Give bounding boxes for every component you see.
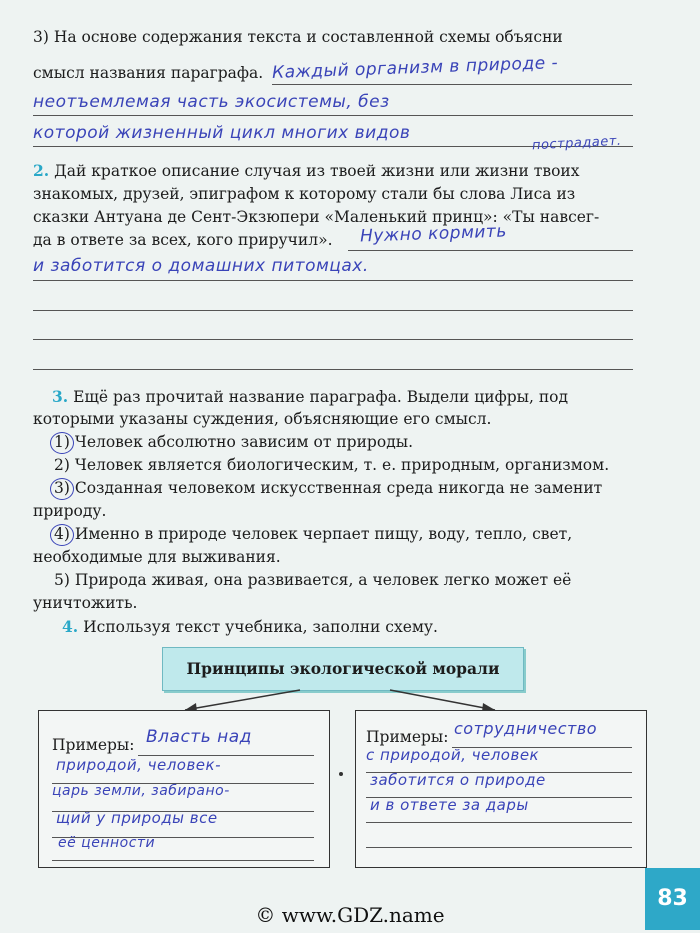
statement-1: 1) Человек абсолютно зависим от природы. bbox=[54, 433, 413, 451]
task2-answer-line-1: Нужно кормить bbox=[359, 221, 508, 247]
left-answer-line-1: Власть над bbox=[146, 727, 252, 747]
statement-2: 2) Человек является биологическим, т. е. природным, организмом. bbox=[54, 456, 610, 474]
right-answer-line-4: и в ответе за дары bbox=[370, 796, 529, 814]
task2-line-2: знакомых, друзей, эпиграфом к которому стали бы слова Лиса из bbox=[33, 185, 576, 203]
task2-line-1: 2. Дай краткое описание случая из твоей жизни или жизни твоих bbox=[33, 161, 580, 180]
task2-line-4: да в ответе за всех, кого приручил». bbox=[33, 231, 333, 249]
statement-5: 5) Природа живая, она развивается, а человек легко может её bbox=[54, 571, 572, 589]
right-answer-line-2: с природой, человек bbox=[366, 746, 540, 764]
left-examples-label: Примеры: bbox=[52, 736, 135, 754]
left-answer-line-5: её ценности bbox=[58, 835, 156, 851]
statement-5-cont: уничтожить. bbox=[33, 594, 138, 612]
right-answer-line-3: заботится о природе bbox=[370, 771, 546, 789]
left-answer-line-2: природой, человек- bbox=[56, 756, 222, 774]
page-number: 83 bbox=[645, 868, 700, 930]
left-answer-line-3: царь земли, забирано- bbox=[52, 783, 230, 799]
scheme-header: Принципы экологической морали bbox=[162, 647, 524, 691]
right-answer-line-1: сотрудничество bbox=[454, 719, 598, 738]
statement-4: 4) Именно в природе человек черпает пищу, воду, тепло, свет, bbox=[54, 525, 573, 543]
statement-4-cont: необходимые для выживания. bbox=[33, 548, 281, 566]
prev-answer-line-3: которой жизненный цикл многих видов bbox=[33, 123, 411, 143]
task2-line-3: сказки Антуана де Сент-Экзюпери «Маленький принц»: «Ты навсег- bbox=[33, 208, 600, 226]
task4-line: 4. Используя текст учебника, заполни схему. bbox=[62, 617, 438, 636]
left-answer-line-4: щий у природы все bbox=[56, 809, 218, 827]
statement-3: 3) Созданная человеком искусственная среда никогда не заменит bbox=[54, 479, 603, 497]
task3-line-2: которыми указаны суждения, объясняющие его смысл. bbox=[33, 410, 492, 428]
prev-answer-line-4: пострадает. bbox=[531, 133, 622, 154]
prev-answer-line-2: неотъемлемая часть экосистемы, без bbox=[33, 92, 390, 112]
footer-watermark: © www.GDZ.name bbox=[255, 903, 445, 927]
task2-number: 2. bbox=[33, 161, 50, 180]
task3-number: 3. bbox=[52, 387, 69, 406]
prev-answer-line-1: Каждый организм в природе - bbox=[271, 53, 559, 83]
task3-line-1: 3. Ещё раз прочитай название параграфа. Выдели цифры, под bbox=[52, 387, 569, 406]
task4-number: 4. bbox=[62, 617, 79, 636]
statement-3-cont: природу. bbox=[33, 502, 107, 520]
prev-task-line-1: 3) На основе содержания текста и составленной схемы объясни bbox=[33, 28, 563, 46]
prev-task-line-2: смысл названия параграфа. bbox=[33, 64, 264, 82]
task2-answer-line-2: и заботится о домашних питомцах. bbox=[33, 256, 369, 276]
right-examples-label: Примеры: bbox=[366, 728, 449, 746]
